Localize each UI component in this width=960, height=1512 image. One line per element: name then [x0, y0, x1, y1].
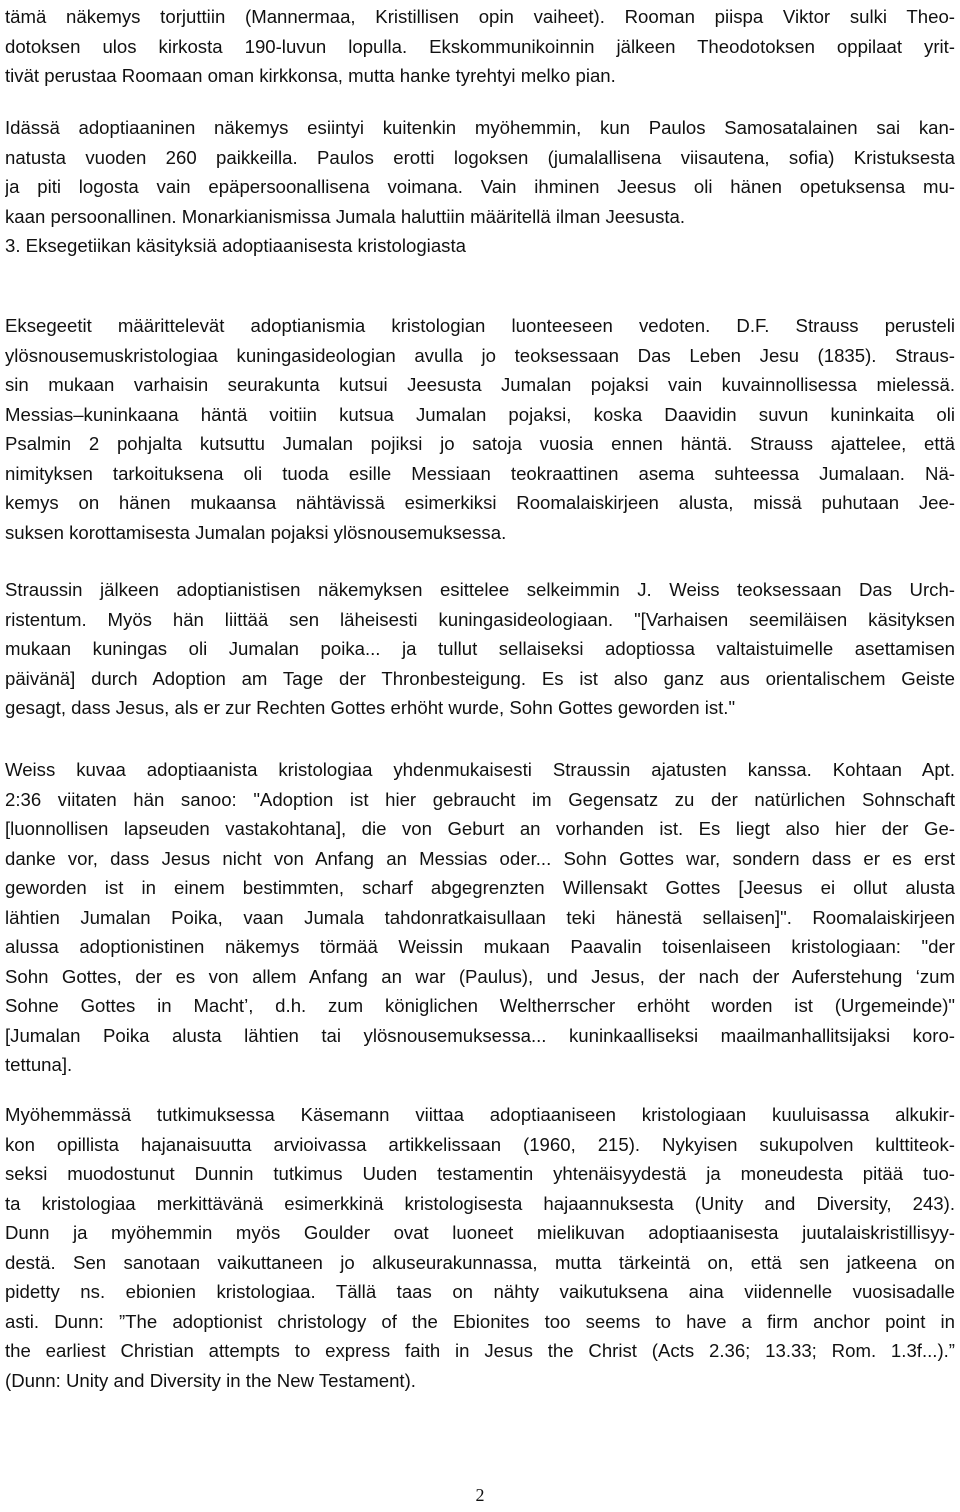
- text-line: dotoksen ulos kirkosta 190-luvun lopulla. Ekskommunikoinnin jälkeen Theodotoksen oppilaat yrit-: [5, 35, 955, 57]
- text-line: destä. Sen sanotaan vaikuttaneen jo alkuseurakunnassa, mutta tärkeintä on, että sen jatkeena on: [5, 1251, 955, 1273]
- text-line: ta kristologiaa merkittävänä esimerkkinä kristologisesta hajaannuksesta (Unity and Diversity, 243).: [5, 1192, 955, 1214]
- paragraph: [5, 113, 955, 261]
- text-line: Weiss kuvaa adoptiaanista kristologiaa yhdenmukaisesti Straussin ajatusten kanssa. Kohtaan Apt.: [5, 759, 955, 780]
- paragraph: [5, 755, 955, 1080]
- text-line: Myöhemmässä tutkimuksessa Käsemann viittaa adoptiaaniseen kristologiaan kuuluisassa alkukir-: [5, 1104, 955, 1125]
- text-line: kaan persoonallinen. Monarkianismissa Jumala haluttiin määritellä ilman Jeesusta.: [5, 205, 686, 227]
- text-line: (Dunn: Unity and Diversity in the New Testament).: [5, 1369, 416, 1391]
- text-line: pidetty ns. ebionien kristologiaa. Tällä taas on nähty vaikutuksena aina viidennelle vuosisadalle: [5, 1281, 955, 1302]
- text-line: [luonnollisen lapseuden vastakohtana], die von Geburt an vorhanden ist. Es liegt also hier der Ge-: [5, 818, 955, 839]
- text-line: päivänä] durch Adoption am Tage der Thronbesteigung. Es ist also ganz aus orientalischem Geiste: [5, 667, 955, 689]
- section-heading: 3. Eksegetiikan käsityksiä adoptiaanisesta kristologiasta: [5, 235, 466, 256]
- text-line: suksen korottamisesta Jumalan pojaksi ylösnousemuksessa.: [5, 521, 507, 543]
- text-line: alussa adoptionistinen näkemys törmää Weissin mukaan Paavalin toisenlaiseen kristologiaan: "der: [5, 936, 955, 957]
- text-line: Sohne Gottes in Macht’, d.h. zum königlichen Weltherrscher erhöht worden ist (Urgemeinde)": [5, 995, 955, 1016]
- text-line: Idässä adoptiaaninen näkemys esiintyi kuitenkin myöhemmin, kun Paulos Samosatalainen sai kan-: [5, 117, 955, 138]
- text-line: [Jumalan Poika alusta lähtien tai ylösnousemuksessa... kuninkaalliseksi maailmanhallitsijaksi koro-: [5, 1024, 955, 1046]
- text-line: tämä näkemys torjuttiin (Mannermaa, Kristillisen opin vaiheet). Rooman piispa Viktor sulki Theo-: [5, 6, 955, 27]
- text-line: lähtien Jumalan Poika, vaan Jumala tahdonratkaisullaan teki hänestä sellaisen]". Roomalaiskirjeen: [5, 906, 955, 928]
- text-line: gesagt, dass Jesus, als er zur Rechten Gottes erhöht wurde, Sohn Gottes geworden ist.": [5, 697, 736, 718]
- text-line: Messias–kuninkaana häntä voitiin kutsua Jumalan pojaksi, koska Daavidin suvun kuninkaita oli: [5, 403, 955, 425]
- text-line: natusta vuoden 260 paikkeilla. Paulos erotti logoksen (jumalallisena viisautena, sofia) Kristuksesta: [5, 146, 955, 168]
- text-line: ylösnousemuskristologiaa kuningasideologian avulla jo teoksessaan Das Leben Jesu (1835). Straus-: [5, 344, 955, 366]
- paragraph: [5, 2, 955, 91]
- text-line: ristentum. Myös hän liittää sen läheisesti kuningasideologiaan. "[Varhaisen seemiläisen käsityksen: [5, 608, 955, 630]
- text-line: seksi muodostunut Dunnin tutkimus Uuden testamentin yhtenäisyydestä ja moneudesta pitää tuo-: [5, 1163, 955, 1184]
- text-line: Straussin jälkeen adoptianistisen näkemyksen esittelee selkeimmin J. Weiss teoksessaan Das Urch-: [5, 579, 955, 600]
- text-line: kemys on hänen mukaansa nähtävissä esimerkiksi Roomalaiskirjeen alusta, missä puhutaan Jee-: [5, 492, 955, 513]
- paragraph: [5, 1100, 955, 1395]
- text-line: mukaan kuningas oli Jumalan poika... ja tullut sellaiseksi adoptiossa valtaistuimelle asettamisen: [5, 638, 955, 659]
- text-line: ja piti logosta vain epäpersoonallisena voimana. Vain ihminen Jeesus oli hänen opetuksensa mu-: [5, 176, 955, 197]
- paragraph: [5, 311, 955, 547]
- text-line: Psalmin 2 pohjalta kutsuttu Jumalan pojiksi jo satoja vuosia ennen häntä. Strauss ajattelee, että: [5, 433, 955, 454]
- text-line: 2:36 viitaten hän sanoo: "Adoption ist hier gebraucht im Gegensatz zu der natürlichen Sohnschaft: [5, 788, 955, 810]
- text-line: sin mukaan varhaisin seurakunta kutsui Jeesusta Jumalan pojaksi vain kuvainnollisessa mielessä.: [5, 374, 955, 395]
- text-line: tettuna].: [5, 1054, 73, 1075]
- text-line: geworden ist in einem bestimmten, scharf abgegrenzten Willensakt Gottes [Jeesus ei ollut alusta: [5, 877, 955, 898]
- page-number: 2: [475, 1485, 485, 1505]
- text-line: Sohn Gottes, der es von allem Anfang an war (Paulus), und Jesus, der nach der Auferstehung ‘zum: [5, 965, 955, 987]
- text-line: nimityksen tarkoituksena oli tuoda esille Messiaan teokraattinen asema suhteessa Jumalaan. Nä-: [5, 462, 955, 484]
- paragraph: [5, 575, 955, 723]
- text-line: the earliest Christian attempts to express faith in Jesus the Christ (Acts 2.36; 13.33; Rom. 1.3f...).”: [5, 1340, 955, 1361]
- text-line: danke vor, dass Jesus nicht von Anfang an Messias oder... Sohn Gottes war, sondern dass er es erst: [5, 847, 955, 869]
- text-line: Dunn ja myöhemmin myös Goulder ovat luoneet mielikuvan adoptiaanisesta juutalaiskristillisyy-: [5, 1222, 955, 1243]
- text-line: Eksegeetit määrittelevät adoptianismia kristologian luonteeseen vedoten. D.F. Strauss perusteli: [5, 315, 955, 336]
- text-line: kon opillista hajanaisuutta arvioivassa artikkelissaan (1960, 215). Nykyisen sukupolven kulttiteok-: [5, 1133, 955, 1155]
- text-line: asti. Dunn: ”The adoptionist christology of the Ebionites too seems to have a firm anchor point in: [5, 1310, 955, 1332]
- text-line: tivät perustaa Roomaan oman kirkkonsa, mutta hanke tyrehtyi melko pian.: [5, 65, 616, 86]
